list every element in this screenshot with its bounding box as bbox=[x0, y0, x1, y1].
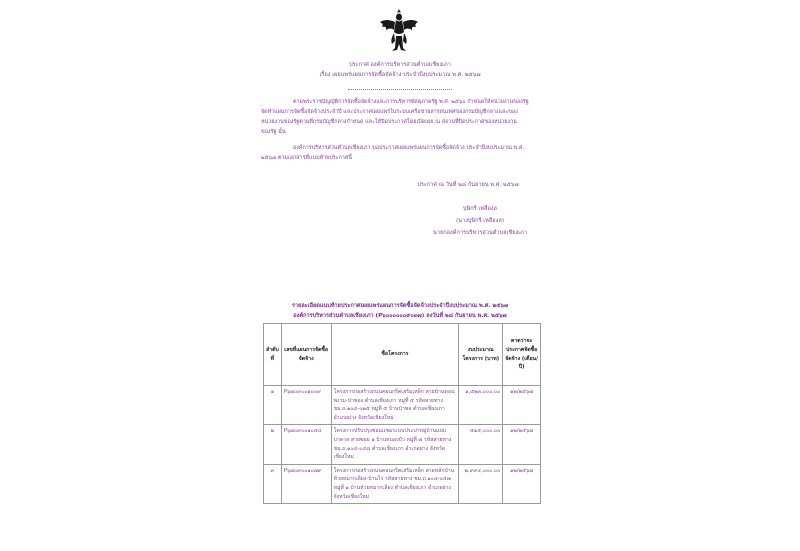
paragraph1-line4: ของรัฐ นั้น bbox=[261, 129, 286, 135]
paragraph1-line2: จัดทำแผนการจัดซื้อจัดจ้างประจำปี และประกาศเผยแพร่ในระบบเครือข่ายสารสนเทศของกรมบัญชีกลางและของ bbox=[261, 109, 518, 115]
signer-name: (นางบุษิกรี เหลืองล) bbox=[455, 218, 504, 224]
table-row bbox=[264, 386, 541, 425]
row-project: โครงการปรับปรุงซ่อมแซมระบบประปาหมู่บ้านแบบบาดาล สายซอย ๑ บ้านหนองบัว หมู่ที่ ๗ รหัสสายทาง ชม.ถ.๑๐๔-๐๔๘ ตำบลเชียงเภา อำเภอฝาง จังหวัดเชียงใหม่ bbox=[331, 425, 459, 464]
row-budget: ๑,๕๒๓,๐๐๐.๐๐ bbox=[459, 386, 503, 425]
paragraph2-line1: องค์การบริหารส่วนตำบลเชียงเภา ขอประกาศเผยแพร่แผนการจัดซื้อจัดจ้าง ประจำปีงบประมาณ พ.ศ. bbox=[293, 145, 525, 151]
announcement-title: ประกาศ องค์การบริหารส่วนตำบลเชียงเภา bbox=[349, 62, 451, 68]
col-header-period: คาดว่าจะประกาศจัดซื้อจัดจ้าง (เดือน/ปี) bbox=[503, 324, 541, 386]
garuda-emblem-icon bbox=[378, 8, 420, 52]
row-no: ๑ bbox=[264, 386, 282, 425]
col-header-budget: งบประมาณโครงการ (บาท) bbox=[459, 324, 503, 386]
row-period: ๑๒/๒๕๖๗ bbox=[503, 386, 541, 425]
signature: บุษิกรี เหลืองล bbox=[463, 206, 497, 212]
row-period: ๑๒/๒๕๖๗ bbox=[503, 464, 541, 503]
row-project: โครงการก่อสร้างถนนคอนกรีตเสริมเหล็ก สายบ้านดอนพงาม-ป่าชอง ตำบลเชียงเภา หมู่ที่ ๕ รหัสสายทาง ชม.ถ.๑๐๔-๐๒๕ หมู่ที่ ๕ บ้านป่าซอ ตำบลเชียงเภา อำเภอฝาง จังหวัดเชียงใหม่ bbox=[331, 386, 459, 425]
col-header-plan-id: เลขที่แผนการจัดซื้อจัดจ้าง bbox=[281, 324, 331, 386]
table-subcaption: องค์การบริหารส่วนตำบลเชียงเภา (P๖๐๐๐๐๐๐๙๐๓๗) ลงวันที่ ๒๘ กันยายน พ.ศ. ๒๕๖๗ bbox=[293, 313, 507, 319]
row-plan-id: P๖๗๐๙๐๐๑๐๗๙ bbox=[281, 464, 331, 503]
col-header-project: ชื่อโครงการ bbox=[331, 324, 459, 386]
signer-position: นายกองค์การบริหารส่วนตำบลเชียงเภา bbox=[433, 230, 527, 236]
row-budget: ๕๑๕,๐๐๐.๐๐ bbox=[459, 425, 503, 464]
header-divider bbox=[348, 89, 452, 90]
row-budget: ๒,๙๙๔,๐๐๐.๐๐ bbox=[459, 464, 503, 503]
announcement-subject: เรื่อง เผยแพร่แผนการจัดซื้อจัดจ้าง ประจำปีงบประมาณ พ.ศ. ๒๕๖๗ bbox=[319, 72, 481, 78]
announcement-date: ประกาศ ณ วันที่ ๒๘ กันยายน พ.ศ. ๒๕๖๗ bbox=[417, 182, 519, 188]
row-period: ๑๒/๒๕๖๗ bbox=[503, 425, 541, 464]
table-row bbox=[264, 425, 541, 464]
paragraph1-line1: ตามพระราชบัญญัติการจัดซื้อจัดจ้างและการบริหารพัสดุภาครัฐ พ.ศ. ๒๕๖๐ กำหนดให้หน่วยงานของรัฐ bbox=[293, 99, 529, 105]
row-plan-id: P๖๗๐๙๐๐๑๐๕๔ bbox=[281, 425, 331, 464]
paragraph2-line2: ๒๕๖๗ ตามเอกสารที่แนบท้ายประกาศนี้ bbox=[261, 155, 352, 161]
procurement-plan-table bbox=[263, 323, 541, 504]
paragraph1-line3: หน่วยงานของรัฐตามที่กรมบัญชีกลางกำหนด และให้ปิดประกาศโดยเปิดเผย ณ สถานที่ปิดประกาศของหน่วยงาน bbox=[261, 119, 517, 125]
row-project: โครงการก่อสร้างถนนคอนกรีตเสริมเหล็ก สายหลักบ้านห้วยหมากเลียง-บ้านไร่ รหัสสายทาง ชม.ถ.๑๐๔-๐๕๗ หมู่ที่ ๑ บ้านห้วยหมากเลียง ตำบลเชียงเภา อำเภอฝาง จังหวัดเชียงใหม่ bbox=[331, 464, 459, 503]
col-header-no: ลำดับที่ bbox=[264, 324, 282, 386]
row-no: ๓ bbox=[264, 464, 282, 503]
table-row bbox=[264, 464, 541, 503]
table-caption: รายละเอียดแนบท้ายประกาศเผยแพร่แผนการจัดซื้อจัดจ้างประจำปีงบประมาณ พ.ศ. ๒๕๖๗ bbox=[291, 303, 509, 309]
table-header-row bbox=[264, 324, 541, 386]
row-no: ๒ bbox=[264, 425, 282, 464]
row-plan-id: P๖๗๐๙๐๐๑๐๐๙ bbox=[281, 386, 331, 425]
